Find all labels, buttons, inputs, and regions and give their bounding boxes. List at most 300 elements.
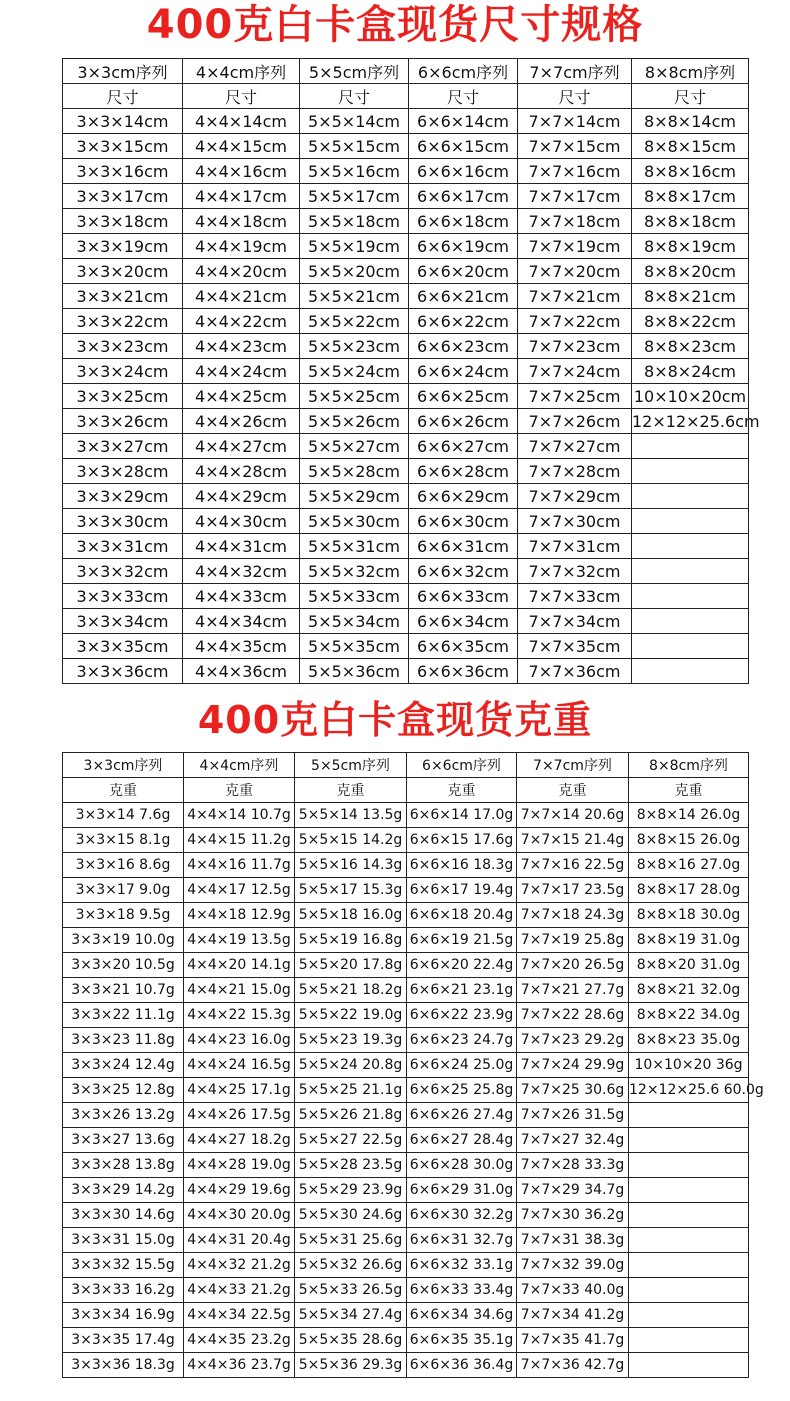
series-header-cell: 6×6cm序列 — [407, 753, 517, 778]
table-cell: 5×5×31 25.6g — [295, 1228, 407, 1253]
table-cell: 8×8×16cm — [632, 159, 749, 184]
table-cell: 5×5×31cm — [300, 534, 409, 559]
table-cell: 3×3×22 11.1g — [63, 1003, 184, 1028]
table-cell: 3×3×27 13.6g — [63, 1128, 184, 1153]
table-row — [63, 1303, 749, 1328]
table-cell: 7×7×29 34.7g — [517, 1178, 629, 1203]
table-cell: 3×3×21 10.7g — [63, 978, 184, 1003]
table-cell: 3×3×20cm — [63, 259, 183, 284]
table-cell: 6×6×23 24.7g — [407, 1028, 517, 1053]
table-cell: 6×6×25cm — [409, 384, 518, 409]
table-cell: 3×3×16cm — [63, 159, 183, 184]
table-cell: 8×8×17cm — [632, 184, 749, 209]
series-header-cell: 3×3cm序列 — [63, 59, 183, 84]
table-cell: 4×4×22 15.3g — [184, 1003, 295, 1028]
table-cell: 4×4×28cm — [183, 459, 300, 484]
table-cell: 7×7×22cm — [518, 309, 632, 334]
table-cell: 8×8×19cm — [632, 234, 749, 259]
table-row — [63, 584, 749, 609]
table-row — [63, 634, 749, 659]
table-cell: 5×5×33cm — [300, 584, 409, 609]
table-cell: 7×7×22 28.6g — [517, 1003, 629, 1028]
table-row — [63, 1328, 749, 1353]
table-cell: 3×3×24 12.4g — [63, 1053, 184, 1078]
table-cell: 8×8×18 30.0g — [629, 903, 749, 928]
table-row — [63, 1128, 749, 1153]
table-cell: 7×7×17 23.5g — [517, 878, 629, 903]
table-cell: 6×6×29 31.0g — [407, 1178, 517, 1203]
table-cell — [632, 534, 749, 559]
table-cell: 6×6×31cm — [409, 534, 518, 559]
table-cell: 4×4×16 11.7g — [184, 853, 295, 878]
table-row — [63, 1053, 749, 1078]
series-header-cell: 6×6cm序列 — [409, 59, 518, 84]
table-cell: 3×3×34cm — [63, 609, 183, 634]
table-cell: 6×6×35cm — [409, 634, 518, 659]
table-cell: 5×5×25 21.1g — [295, 1078, 407, 1103]
table-cell: 4×4×16cm — [183, 159, 300, 184]
table-cell: 4×4×22cm — [183, 309, 300, 334]
table-row — [63, 828, 749, 853]
table-cell: 5×5×36 29.3g — [295, 1353, 407, 1378]
table-cell: 8×8×22 34.0g — [629, 1003, 749, 1028]
table-cell: 7×7×32 39.0g — [517, 1253, 629, 1278]
table-row — [63, 1178, 749, 1203]
table-row — [63, 284, 749, 309]
table-cell: 3×3×26 13.2g — [63, 1103, 184, 1128]
table-cell: 5×5×35cm — [300, 634, 409, 659]
table-row — [63, 484, 749, 509]
table-cell: 4×4×29cm — [183, 484, 300, 509]
table-cell: 6×6×25 25.8g — [407, 1078, 517, 1103]
table-cell: 8×8×19 31.0g — [629, 928, 749, 953]
table-cell — [629, 1303, 749, 1328]
table-cell: 5×5×23 19.3g — [295, 1028, 407, 1053]
table-cell: 5×5×16cm — [300, 159, 409, 184]
table-cell — [632, 659, 749, 684]
table-cell: 6×6×14 17.0g — [407, 803, 517, 828]
table-cell: 5×5×17 15.3g — [295, 878, 407, 903]
table-cell: 6×6×28 30.0g — [407, 1153, 517, 1178]
table-cell: 4×4×14 10.7g — [184, 803, 295, 828]
table-cell: 6×6×15cm — [409, 134, 518, 159]
table-cell: 4×4×29 19.6g — [184, 1178, 295, 1203]
table-row — [63, 878, 749, 903]
table-cell: 5×5×15 14.2g — [295, 828, 407, 853]
table-cell: 3×3×35 17.4g — [63, 1328, 184, 1353]
table-cell: 3×3×17cm — [63, 184, 183, 209]
table-cell: 6×6×28cm — [409, 459, 518, 484]
table-cell: 7×7×21cm — [518, 284, 632, 309]
table-cell: 6×6×30cm — [409, 509, 518, 534]
table-cell: 8×8×21 32.0g — [629, 978, 749, 1003]
table-row — [63, 1078, 749, 1103]
series-header-cell: 3×3cm序列 — [63, 753, 184, 778]
table-cell: 7×7×35cm — [518, 634, 632, 659]
table-cell: 5×5×30cm — [300, 509, 409, 534]
table-cell: 3×3×25cm — [63, 384, 183, 409]
table-cell: 3×3×15 8.1g — [63, 828, 184, 853]
series-header-cell: 4×4cm序列 — [184, 753, 295, 778]
table-cell: 8×8×20cm — [632, 259, 749, 284]
table-cell: 6×6×18cm — [409, 209, 518, 234]
sub-header-cell: 尺寸 — [63, 84, 183, 109]
table-cell: 5×5×14 13.5g — [295, 803, 407, 828]
table-cell: 4×4×15cm — [183, 134, 300, 159]
table-cell — [629, 1178, 749, 1203]
table-cell: 4×4×20 14.1g — [184, 953, 295, 978]
table-cell: 6×6×32 33.1g — [407, 1253, 517, 1278]
table-cell: 6×6×36 36.4g — [407, 1353, 517, 1378]
table-cell: 4×4×26cm — [183, 409, 300, 434]
series-header-row — [63, 59, 749, 84]
table-cell: 7×7×20 26.5g — [517, 953, 629, 978]
table-cell — [632, 484, 749, 509]
table-cell: 12×12×25.6 60.0g — [629, 1078, 749, 1103]
table-cell: 7×7×31cm — [518, 534, 632, 559]
table-cell: 5×5×28cm — [300, 459, 409, 484]
table-cell: 4×4×25cm — [183, 384, 300, 409]
table-cell: 5×5×15cm — [300, 134, 409, 159]
table-cell: 7×7×19cm — [518, 234, 632, 259]
sub-header-row — [63, 84, 749, 109]
table-cell: 4×4×24cm — [183, 359, 300, 384]
table-cell: 7×7×33 40.0g — [517, 1278, 629, 1303]
sub-header-row — [63, 778, 749, 803]
table-cell: 6×6×15 17.6g — [407, 828, 517, 853]
table-cell: 4×4×14cm — [183, 109, 300, 134]
table-row — [63, 1228, 749, 1253]
table-cell: 5×5×14cm — [300, 109, 409, 134]
series-header-cell: 8×8cm序列 — [632, 59, 749, 84]
table-cell: 3×3×32cm — [63, 559, 183, 584]
table-row — [63, 1028, 749, 1053]
table-cell: 4×4×23cm — [183, 334, 300, 359]
table-cell: 4×4×30 20.0g — [184, 1203, 295, 1228]
table-cell: 5×5×24cm — [300, 359, 409, 384]
table-cell: 3×3×23cm — [63, 334, 183, 359]
table-row — [63, 1203, 749, 1228]
table-cell: 4×4×17 12.5g — [184, 878, 295, 903]
table-cell: 7×7×23 29.2g — [517, 1028, 629, 1053]
table-cell: 4×4×35cm — [183, 634, 300, 659]
table-cell: 6×6×30 32.2g — [407, 1203, 517, 1228]
table-cell: 6×6×32cm — [409, 559, 518, 584]
table-cell: 3×3×28 13.8g — [63, 1153, 184, 1178]
table-cell: 5×5×22cm — [300, 309, 409, 334]
table-cell: 6×6×16 18.3g — [407, 853, 517, 878]
table-cell: 4×4×30cm — [183, 509, 300, 534]
table-cell: 8×8×22cm — [632, 309, 749, 334]
table-cell: 5×5×30 24.6g — [295, 1203, 407, 1228]
table-cell: 3×3×32 15.5g — [63, 1253, 184, 1278]
table-row — [63, 309, 749, 334]
size-spec-title: 400克白卡盒现货尺寸规格 — [146, 2, 644, 48]
sub-header-cell: 克重 — [629, 778, 749, 803]
table-cell: 4×4×36 23.7g — [184, 1353, 295, 1378]
table-cell: 7×7×31 38.3g — [517, 1228, 629, 1253]
table-cell: 4×4×31 20.4g — [184, 1228, 295, 1253]
table-cell — [629, 1253, 749, 1278]
table-cell: 6×6×24cm — [409, 359, 518, 384]
table-cell: 5×5×29 23.9g — [295, 1178, 407, 1203]
table-cell: 7×7×16cm — [518, 159, 632, 184]
table-cell: 6×6×21 23.1g — [407, 978, 517, 1003]
table-cell: 4×4×21cm — [183, 284, 300, 309]
sub-header-cell: 克重 — [184, 778, 295, 803]
table-cell: 3×3×31cm — [63, 534, 183, 559]
table-cell — [632, 559, 749, 584]
table-cell: 4×4×19cm — [183, 234, 300, 259]
table-row — [63, 1353, 749, 1378]
weight-spec-title: 400克白卡盒现货克重 — [197, 698, 593, 742]
table-cell — [632, 584, 749, 609]
table-row — [63, 384, 749, 409]
sub-header-cell: 克重 — [517, 778, 629, 803]
table-cell: 4×4×24 16.5g — [184, 1053, 295, 1078]
table-cell: 4×4×34cm — [183, 609, 300, 634]
sub-header-cell: 克重 — [63, 778, 184, 803]
table-row — [63, 234, 749, 259]
table-cell: 5×5×27 22.5g — [295, 1128, 407, 1153]
table-cell: 7×7×17cm — [518, 184, 632, 209]
table-cell: 8×8×21cm — [632, 284, 749, 309]
table-cell: 7×7×21 27.7g — [517, 978, 629, 1003]
table-row — [63, 359, 749, 384]
table-row — [63, 803, 749, 828]
table-row — [63, 1003, 749, 1028]
table-row — [63, 953, 749, 978]
sub-header-cell: 尺寸 — [183, 84, 300, 109]
table-row — [63, 559, 749, 584]
table-row — [63, 109, 749, 134]
table-cell: 3×3×22cm — [63, 309, 183, 334]
table-cell: 7×7×14cm — [518, 109, 632, 134]
table-cell: 6×6×35 35.1g — [407, 1328, 517, 1353]
table-cell: 4×4×32cm — [183, 559, 300, 584]
series-header-cell: 8×8cm序列 — [629, 753, 749, 778]
table-cell: 3×3×36cm — [63, 659, 183, 684]
table-cell: 3×3×25 12.8g — [63, 1078, 184, 1103]
table-cell: 7×7×25 30.6g — [517, 1078, 629, 1103]
table-cell: 4×4×33cm — [183, 584, 300, 609]
table-cell: 6×6×18 20.4g — [407, 903, 517, 928]
table-row — [63, 184, 749, 209]
table-cell: 7×7×28cm — [518, 459, 632, 484]
table-cell: 5×5×24 20.8g — [295, 1053, 407, 1078]
table-row — [63, 1278, 749, 1303]
table-cell: 6×6×36cm — [409, 659, 518, 684]
table-cell: 3×3×21cm — [63, 284, 183, 309]
table-cell: 4×4×18cm — [183, 209, 300, 234]
table-cell: 6×6×23cm — [409, 334, 518, 359]
table-cell: 3×3×18 9.5g — [63, 903, 184, 928]
table-cell: 8×8×14 26.0g — [629, 803, 749, 828]
table-cell: 7×7×29cm — [518, 484, 632, 509]
table-row — [63, 509, 749, 534]
series-header-cell: 4×4cm序列 — [183, 59, 300, 84]
table-cell: 5×5×20cm — [300, 259, 409, 284]
table-cell: 6×6×26cm — [409, 409, 518, 434]
table-cell: 4×4×25 17.1g — [184, 1078, 295, 1103]
table-cell: 5×5×25cm — [300, 384, 409, 409]
table-cell: 6×6×20 22.4g — [407, 953, 517, 978]
table-cell — [629, 1128, 749, 1153]
table-cell: 4×4×36cm — [183, 659, 300, 684]
table-cell: 7×7×32cm — [518, 559, 632, 584]
table-cell: 5×5×20 17.8g — [295, 953, 407, 978]
sub-header-cell: 尺寸 — [409, 84, 518, 109]
table-cell: 7×7×15cm — [518, 134, 632, 159]
table-row — [63, 1253, 749, 1278]
table-cell: 4×4×21 15.0g — [184, 978, 295, 1003]
table-cell: 4×4×15 11.2g — [184, 828, 295, 853]
table-cell: 3×3×31 15.0g — [63, 1228, 184, 1253]
table-cell: 6×6×34cm — [409, 609, 518, 634]
table-cell: 3×3×27cm — [63, 434, 183, 459]
table-cell: 8×8×14cm — [632, 109, 749, 134]
table-cell: 5×5×32cm — [300, 559, 409, 584]
table-cell — [629, 1153, 749, 1178]
table-cell: 8×8×18cm — [632, 209, 749, 234]
table-cell: 8×8×20 31.0g — [629, 953, 749, 978]
table-cell: 3×3×19cm — [63, 234, 183, 259]
table-cell: 5×5×26 21.8g — [295, 1103, 407, 1128]
table-row — [63, 209, 749, 234]
table-cell: 5×5×34 27.4g — [295, 1303, 407, 1328]
table-row — [63, 434, 749, 459]
table-cell — [632, 459, 749, 484]
table-cell: 4×4×27cm — [183, 434, 300, 459]
table-row — [63, 853, 749, 878]
table-cell: 6×6×27 28.4g — [407, 1128, 517, 1153]
table-cell: 3×3×15cm — [63, 134, 183, 159]
table-cell: 3×3×14 7.6g — [63, 803, 184, 828]
table-cell: 7×7×20cm — [518, 259, 632, 284]
table-cell: 4×4×26 17.5g — [184, 1103, 295, 1128]
table-cell: 4×4×19 13.5g — [184, 928, 295, 953]
table-cell: 5×5×32 26.6g — [295, 1253, 407, 1278]
table-row — [63, 409, 749, 434]
table-cell: 3×3×26cm — [63, 409, 183, 434]
sub-header-cell: 克重 — [295, 778, 407, 803]
table-cell: 5×5×23cm — [300, 334, 409, 359]
table-cell — [629, 1278, 749, 1303]
table-cell: 5×5×18cm — [300, 209, 409, 234]
table-row — [63, 334, 749, 359]
table-cell: 3×3×36 18.3g — [63, 1353, 184, 1378]
table-cell: 6×6×27cm — [409, 434, 518, 459]
table-cell: 4×4×20cm — [183, 259, 300, 284]
table-cell: 5×5×16 14.3g — [295, 853, 407, 878]
table-cell — [632, 434, 749, 459]
table-cell — [632, 609, 749, 634]
table-cell: 3×3×30 14.6g — [63, 1203, 184, 1228]
table-cell: 3×3×24cm — [63, 359, 183, 384]
table-cell: 6×6×17 19.4g — [407, 878, 517, 903]
table-cell: 3×3×16 8.6g — [63, 853, 184, 878]
table-row — [63, 903, 749, 928]
table-cell: 4×4×17cm — [183, 184, 300, 209]
table-cell: 10×10×20 36g — [629, 1053, 749, 1078]
table-cell: 5×5×34cm — [300, 609, 409, 634]
table-cell: 5×5×21cm — [300, 284, 409, 309]
series-header-cell: 7×7cm序列 — [518, 59, 632, 84]
size-spec-table — [62, 58, 760, 684]
sub-header-cell: 尺寸 — [632, 84, 749, 109]
table-cell: 8×8×17 28.0g — [629, 878, 749, 903]
table-cell: 6×6×19 21.5g — [407, 928, 517, 953]
table-cell: 5×5×21 18.2g — [295, 978, 407, 1003]
table-cell — [629, 1328, 749, 1353]
table-cell: 7×7×36 42.7g — [517, 1353, 629, 1378]
table-cell: 6×6×22 23.9g — [407, 1003, 517, 1028]
table-cell: 6×6×33cm — [409, 584, 518, 609]
table-cell: 7×7×24 29.9g — [517, 1053, 629, 1078]
table-cell: 6×6×20cm — [409, 259, 518, 284]
table-cell: 3×3×20 10.5g — [63, 953, 184, 978]
table-cell: 7×7×16 22.5g — [517, 853, 629, 878]
table-cell: 3×3×18cm — [63, 209, 183, 234]
table-cell: 7×7×27cm — [518, 434, 632, 459]
table-cell: 5×5×29cm — [300, 484, 409, 509]
table-cell: 7×7×35 41.7g — [517, 1328, 629, 1353]
table-row — [63, 1103, 749, 1128]
table-cell: 5×5×26cm — [300, 409, 409, 434]
table-row — [63, 134, 749, 159]
series-header-row — [63, 753, 749, 778]
table-cell: 4×4×31cm — [183, 534, 300, 559]
table-cell: 5×5×33 26.5g — [295, 1278, 407, 1303]
table-cell: 7×7×26cm — [518, 409, 632, 434]
table-cell: 6×6×33 33.4g — [407, 1278, 517, 1303]
table-cell: 8×8×15 26.0g — [629, 828, 749, 853]
table-cell: 6×6×22cm — [409, 309, 518, 334]
table-cell: 3×3×33cm — [63, 584, 183, 609]
table-cell: 6×6×34 34.6g — [407, 1303, 517, 1328]
table-cell: 7×7×34cm — [518, 609, 632, 634]
table-cell: 7×7×28 33.3g — [517, 1153, 629, 1178]
table-cell: 7×7×23cm — [518, 334, 632, 359]
table-cell: 5×5×19 16.8g — [295, 928, 407, 953]
sub-header-cell: 尺寸 — [300, 84, 409, 109]
table-cell: 7×7×18cm — [518, 209, 632, 234]
table-cell: 8×8×24cm — [632, 359, 749, 384]
table-cell: 3×3×19 10.0g — [63, 928, 184, 953]
table-cell: 6×6×17cm — [409, 184, 518, 209]
table-cell: 8×8×16 27.0g — [629, 853, 749, 878]
table-row — [63, 928, 749, 953]
table-cell — [629, 1228, 749, 1253]
series-header-cell: 7×7cm序列 — [517, 753, 629, 778]
table-cell: 3×3×29 14.2g — [63, 1178, 184, 1203]
table-cell: 8×8×23 35.0g — [629, 1028, 749, 1053]
table-cell: 7×7×33cm — [518, 584, 632, 609]
table-cell — [629, 1353, 749, 1378]
table-cell: 4×4×32 21.2g — [184, 1253, 295, 1278]
table-cell: 4×4×33 21.2g — [184, 1278, 295, 1303]
table-cell: 5×5×28 23.5g — [295, 1153, 407, 1178]
table-cell: 5×5×19cm — [300, 234, 409, 259]
table-row — [63, 459, 749, 484]
table-cell: 6×6×14cm — [409, 109, 518, 134]
table-cell: 7×7×18 24.3g — [517, 903, 629, 928]
table-cell: 4×4×23 16.0g — [184, 1028, 295, 1053]
table-cell: 3×3×29cm — [63, 484, 183, 509]
sub-header-cell: 尺寸 — [518, 84, 632, 109]
series-header-cell: 5×5cm序列 — [300, 59, 409, 84]
table-cell: 5×5×36cm — [300, 659, 409, 684]
